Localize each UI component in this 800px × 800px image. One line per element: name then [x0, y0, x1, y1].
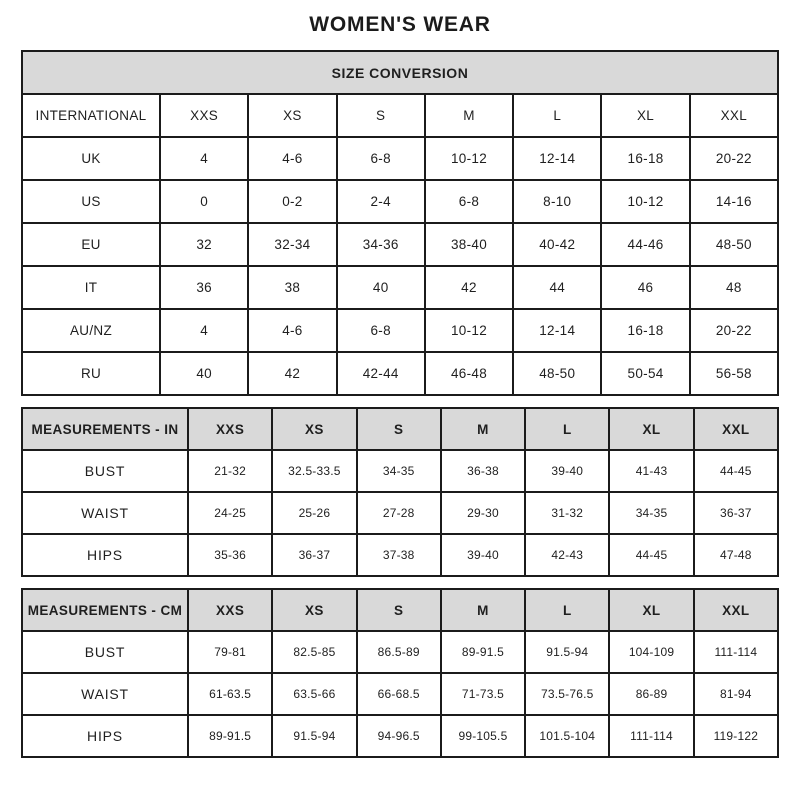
table-cell: 4: [160, 309, 248, 352]
row-label: WAIST: [22, 673, 188, 715]
row-label: WAIST: [22, 492, 188, 534]
table-row: [22, 450, 778, 492]
table-cell: 0: [160, 180, 248, 223]
column-header: S: [357, 589, 441, 631]
table-cell: 61-63.5: [188, 673, 272, 715]
table-cell: 31-32: [525, 492, 609, 534]
table-cell: 8-10: [513, 180, 601, 223]
table-cell: 42: [248, 352, 336, 395]
table-cell: 35-36: [188, 534, 272, 576]
row-label: HIPS: [22, 534, 188, 576]
table-cell: 48: [690, 266, 778, 309]
table-header-row: [22, 589, 778, 631]
column-header: S: [357, 408, 441, 450]
table-cell: 36-37: [272, 534, 356, 576]
table-cell: 14-16: [690, 180, 778, 223]
table-cell: 71-73.5: [441, 673, 525, 715]
column-header: XXL: [694, 589, 778, 631]
table-cell: 39-40: [525, 450, 609, 492]
column-header: XL: [609, 408, 693, 450]
row-label: BUST: [22, 450, 188, 492]
table-caption-row: [22, 51, 778, 94]
table-cell: 86-89: [609, 673, 693, 715]
table-cell: 42-44: [337, 352, 425, 395]
table-cell: 47-48: [694, 534, 778, 576]
column-header: XXL: [690, 94, 778, 137]
table-cell: 34-35: [609, 492, 693, 534]
table-cell: 36-37: [694, 492, 778, 534]
table-cell: 111-114: [609, 715, 693, 757]
table-cell: 36: [160, 266, 248, 309]
table-cell: 37-38: [357, 534, 441, 576]
column-header: L: [525, 589, 609, 631]
measurements-in-table: [21, 407, 779, 577]
table-cell: 24-25: [188, 492, 272, 534]
table-cell: 94-96.5: [357, 715, 441, 757]
table-cell: 41-43: [609, 450, 693, 492]
column-header: M: [441, 408, 525, 450]
table-cell: 44-46: [601, 223, 689, 266]
column-header: XS: [248, 94, 336, 137]
column-header: XL: [601, 94, 689, 137]
table-cell: 119-122: [694, 715, 778, 757]
table-header-row: [22, 408, 778, 450]
table-cell: 111-114: [694, 631, 778, 673]
table-cell: 44-45: [609, 534, 693, 576]
table-cell: 21-32: [188, 450, 272, 492]
column-header: M: [425, 94, 513, 137]
table-cell: 0-2: [248, 180, 336, 223]
table-cell: 40: [160, 352, 248, 395]
table-cell: 89-91.5: [188, 715, 272, 757]
table-cell: 38: [248, 266, 336, 309]
row-label: HIPS: [22, 715, 188, 757]
table-cell: 44: [513, 266, 601, 309]
page-title: WOMEN'S WEAR: [309, 13, 491, 36]
table-row: [22, 309, 778, 352]
table-row: [22, 492, 778, 534]
table-cell: 4: [160, 137, 248, 180]
table-cell: 40: [337, 266, 425, 309]
table-cell: 48-50: [690, 223, 778, 266]
table-cell: 48-50: [513, 352, 601, 395]
table-row: [22, 715, 778, 757]
table-cell: 10-12: [601, 180, 689, 223]
table-row: [22, 223, 778, 266]
table-cell: 10-12: [425, 137, 513, 180]
row-label: AU/NZ: [22, 309, 160, 352]
table-cell: 38-40: [425, 223, 513, 266]
table-cell: 20-22: [690, 137, 778, 180]
table-cell: 10-12: [425, 309, 513, 352]
measurements-cm-title: MEASUREMENTS - CM: [22, 589, 188, 631]
table-cell: 2-4: [337, 180, 425, 223]
table-cell: 4-6: [248, 309, 336, 352]
table-cell: 39-40: [441, 534, 525, 576]
table-cell: 32.5-33.5: [272, 450, 356, 492]
table-row: [22, 137, 778, 180]
table-row: [22, 534, 778, 576]
column-header: XL: [609, 589, 693, 631]
table-row: [22, 352, 778, 395]
column-header: L: [525, 408, 609, 450]
table-cell: 46-48: [425, 352, 513, 395]
column-header: XXS: [160, 94, 248, 137]
table-cell: 56-58: [690, 352, 778, 395]
size-conversion-title: SIZE CONVERSION: [22, 51, 778, 94]
table-cell: 25-26: [272, 492, 356, 534]
table-cell: 81-94: [694, 673, 778, 715]
table-cell: 42: [425, 266, 513, 309]
table-cell: 27-28: [357, 492, 441, 534]
table-cell: 40-42: [513, 223, 601, 266]
table-cell: 79-81: [188, 631, 272, 673]
table-cell: 32: [160, 223, 248, 266]
table-cell: 34-35: [357, 450, 441, 492]
table-cell: 16-18: [601, 309, 689, 352]
table-cell: 99-105.5: [441, 715, 525, 757]
column-header: L: [513, 94, 601, 137]
table-cell: 104-109: [609, 631, 693, 673]
table-cell: 6-8: [337, 137, 425, 180]
column-header: XXL: [694, 408, 778, 450]
table-cell: 42-43: [525, 534, 609, 576]
table-cell: 16-18: [601, 137, 689, 180]
column-header: XS: [272, 408, 356, 450]
table-cell: 29-30: [441, 492, 525, 534]
table-cell: 46: [601, 266, 689, 309]
row-label: IT: [22, 266, 160, 309]
column-header: M: [441, 589, 525, 631]
column-header: S: [337, 94, 425, 137]
measurements-cm-table: [21, 588, 779, 758]
table-cell: 32-34: [248, 223, 336, 266]
table-cell: 91.5-94: [525, 631, 609, 673]
table-cell: 6-8: [337, 309, 425, 352]
row-label: BUST: [22, 631, 188, 673]
table-cell: 82.5-85: [272, 631, 356, 673]
row-label: US: [22, 180, 160, 223]
table-cell: 6-8: [425, 180, 513, 223]
table-cell: 50-54: [601, 352, 689, 395]
table-cell: 36-38: [441, 450, 525, 492]
table-cell: 12-14: [513, 137, 601, 180]
table-cell: 89-91.5: [441, 631, 525, 673]
table-cell: 66-68.5: [357, 673, 441, 715]
column-header: INTERNATIONAL: [22, 94, 160, 137]
row-label: EU: [22, 223, 160, 266]
column-header: XXS: [188, 589, 272, 631]
table-cell: 73.5-76.5: [525, 673, 609, 715]
table-cell: 4-6: [248, 137, 336, 180]
table-row: [22, 180, 778, 223]
table-cell: 20-22: [690, 309, 778, 352]
table-row: [22, 266, 778, 309]
measurements-in-title: MEASUREMENTS - IN: [22, 408, 188, 450]
table-cell: 12-14: [513, 309, 601, 352]
row-label: RU: [22, 352, 160, 395]
table-cell: 34-36: [337, 223, 425, 266]
table-row: [22, 673, 778, 715]
table-cell: 86.5-89: [357, 631, 441, 673]
column-header: XXS: [188, 408, 272, 450]
size-conversion-table: [21, 50, 779, 396]
row-label: UK: [22, 137, 160, 180]
table-header-row: [22, 94, 778, 137]
column-header: XS: [272, 589, 356, 631]
table-row: [22, 631, 778, 673]
table-cell: 91.5-94: [272, 715, 356, 757]
table-cell: 44-45: [694, 450, 778, 492]
table-cell: 63.5-66: [272, 673, 356, 715]
table-cell: 101.5-104: [525, 715, 609, 757]
